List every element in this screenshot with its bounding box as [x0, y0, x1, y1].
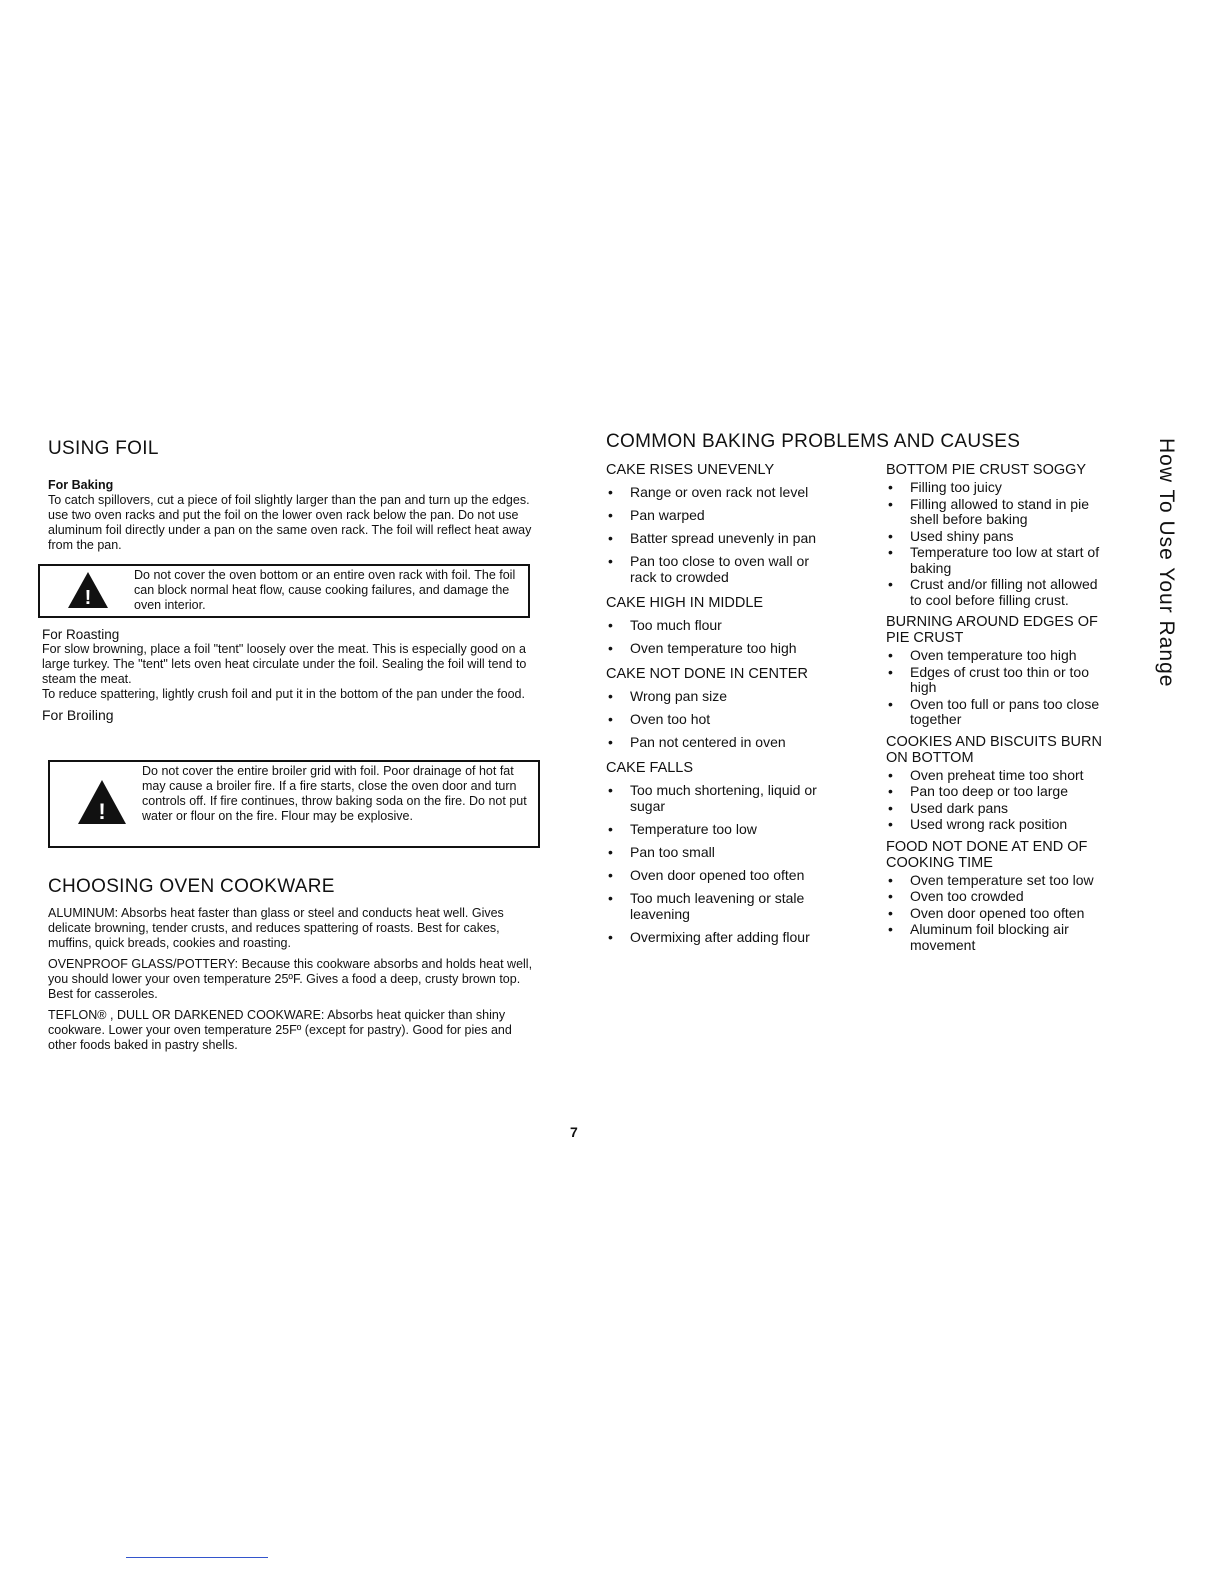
section-heading: CAKE FALLS	[606, 760, 694, 776]
list-item: • Too much flour	[606, 617, 826, 633]
cause-list	[606, 617, 826, 656]
glass-pottery-label: OVENPROOF GLASS/POTTERY:	[48, 957, 239, 971]
list-item: • Pan not centered in oven	[606, 734, 826, 750]
cake-high-section	[606, 595, 826, 656]
section-heading: CAKE NOT DONE IN CENTER	[606, 666, 808, 682]
list-item: • Temperature too low at start of baking	[886, 545, 1106, 576]
list-item: • Too much leavening or stale leavening	[606, 890, 826, 922]
list-item: • Oven preheat time too short	[886, 768, 1106, 784]
section-heading: COOKIES AND BISCUITS BURN ON BOTTOM	[886, 733, 1102, 766]
cause-list	[886, 648, 1106, 728]
cake-falls-section	[606, 760, 826, 945]
list-item: • Oven temperature too high	[606, 640, 826, 656]
section-heading: CAKE HIGH IN MIDDLE	[606, 595, 764, 611]
section-heading: FOOD NOT DONE AT END OF COOKING TIME	[886, 838, 1088, 871]
list-item: • Oven too crowded	[886, 889, 1106, 905]
glass-pottery-text: Because this cookware absorbs and holds heat well, you should lower your oven temperature 25ºF. Gives a food a deep, crusty brown top. Best for casseroles.	[48, 957, 533, 1001]
list-item: • Used wrong rack position	[886, 817, 1106, 833]
cookware-title: CHOOSING OVEN COOKWARE	[48, 876, 335, 897]
teflon-paragraph	[48, 1008, 534, 1053]
cause-list	[886, 480, 1106, 608]
broiler-warning-box	[48, 760, 540, 848]
reduce-spattering-text: To reduce spattering, lightly crush foil and put it in the bottom of the pan under the food.	[42, 687, 525, 701]
using-foil-title: USING FOIL	[48, 438, 159, 459]
teflon-label: TEFLON® , DULL OR DARKENED COOKWARE:	[48, 1008, 325, 1022]
list-item: • Oven temperature set too low	[886, 873, 1106, 889]
list-item: • Oven door opened too often	[606, 867, 826, 883]
soggy-crust-section	[886, 462, 1106, 608]
cookies-burn-section	[886, 734, 1106, 833]
cause-list	[606, 782, 826, 945]
section-heading: BOTTOM PIE CRUST SOGGY	[886, 462, 1087, 478]
for-baking-text: To catch spillovers, cut a piece of foil slightly larger than the pan and turn up the edges. use two oven racks and put the foil on the lower oven rack below the pan. Do not use aluminum foil directly under a pan on the same oven rack. The foil will reflect heat away from the pan.	[48, 493, 532, 552]
list-item: • Used dark pans	[886, 801, 1106, 817]
glass-pottery-paragraph	[48, 957, 534, 1002]
list-item: • Crust and/or filling not allowed to cool before filling crust.	[886, 577, 1106, 608]
cause-list	[606, 484, 826, 585]
page-number: 7	[570, 1124, 578, 1140]
section-heading: CAKE RISES UNEVENLY	[606, 462, 775, 478]
aluminum-paragraph	[48, 906, 534, 951]
problems-column-1	[606, 462, 826, 955]
footer-rule	[126, 1557, 268, 1558]
side-section-title: How To Use Your Range	[1155, 438, 1178, 688]
warning-triangle-icon	[66, 570, 110, 610]
list-item: • Wrong pan size	[606, 688, 826, 704]
foil-warning-text: Do not cover the oven bottom or an entire oven rack with foil. The foil can block normal heat flow, cause cooking failures, and damage the oven interior.	[134, 568, 516, 612]
list-item: • Filling too juicy	[886, 480, 1106, 496]
cause-list	[886, 768, 1106, 833]
section-heading: BURNING AROUND EDGES OF PIE CRUST	[886, 614, 1098, 646]
list-item: • Pan too deep or too large	[886, 784, 1106, 800]
list-item: • Used shiny pans	[886, 529, 1106, 545]
teflon-text: Absorbs heat quicker than shiny cookware. Lower your oven temperature 25Fº (except for pastry). Good for pies and other foods baked in pastry shells.	[48, 1008, 512, 1052]
for-roasting-text: For slow browning, place a foil "tent" loosely over the meat. This is especially good on a large turkey. The "tent" lets oven heat circulate under the foil. Sealing the foil will tend to steam the meat.	[42, 642, 527, 686]
for-baking-block	[48, 478, 532, 553]
for-roasting-heading: For Roasting	[42, 627, 120, 642]
list-item: • Oven too hot	[606, 711, 826, 727]
list-item: • Pan warped	[606, 507, 826, 523]
burning-edges-section	[886, 614, 1106, 728]
cause-list	[606, 688, 826, 750]
foil-warning-box	[38, 564, 530, 618]
list-item: • Oven door opened too often	[886, 906, 1106, 922]
cookware-descriptions	[48, 906, 534, 1059]
for-broiling-heading: For Broiling	[42, 707, 114, 723]
aluminum-text: Absorbs heat faster than glass or steel and conducts heat well. Gives delicate browning, tender crusts, and reduces spattering of roasts. Best for cakes, muffins, quick breads, cookies and roasting.	[48, 906, 504, 950]
list-item: • Pan too small	[606, 844, 826, 860]
list-item: • Aluminum foil blocking air movement	[886, 922, 1106, 953]
list-item: • Oven temperature too high	[886, 648, 1106, 664]
food-not-done-section	[886, 839, 1106, 954]
cause-list	[886, 873, 1106, 954]
aluminum-label: ALUMINUM:	[48, 906, 119, 920]
svg-text:!: !	[98, 799, 106, 824]
warning-triangle-icon	[76, 778, 128, 826]
cake-rises-unevenly-section	[606, 462, 826, 585]
broiler-warning-text: Do not cover the entire broiler grid with foil. Poor drainage of hot fat may cause a broiler fire. If a fire starts, close the oven door and turn controls off. If fire continues, throw baking soda on the fire. Do not put water or flour on the fire. Flour may be explosive.	[142, 764, 527, 823]
problems-title: COMMON BAKING PROBLEMS AND CAUSES	[606, 431, 1021, 452]
list-item: • Range or oven rack not level	[606, 484, 826, 500]
cake-not-done-section	[606, 666, 826, 750]
list-item: • Too much shortening, liquid or sugar	[606, 782, 826, 814]
list-item: • Filling allowed to stand in pie shell before baking	[886, 497, 1106, 528]
svg-text:!: !	[84, 587, 92, 609]
list-item: • Pan too close to oven wall or rack to crowded	[606, 553, 826, 585]
for-roasting-block	[42, 627, 532, 723]
list-item: • Batter spread unevenly in pan	[606, 530, 826, 546]
list-item: • Edges of crust too thin or too high	[886, 665, 1106, 696]
list-item: • Overmixing after adding flour	[606, 929, 826, 945]
for-baking-heading: For Baking	[48, 478, 114, 492]
problems-column-2	[886, 462, 1106, 963]
list-item: • Temperature too low	[606, 821, 826, 837]
list-item: • Oven too full or pans too close together	[886, 697, 1106, 728]
